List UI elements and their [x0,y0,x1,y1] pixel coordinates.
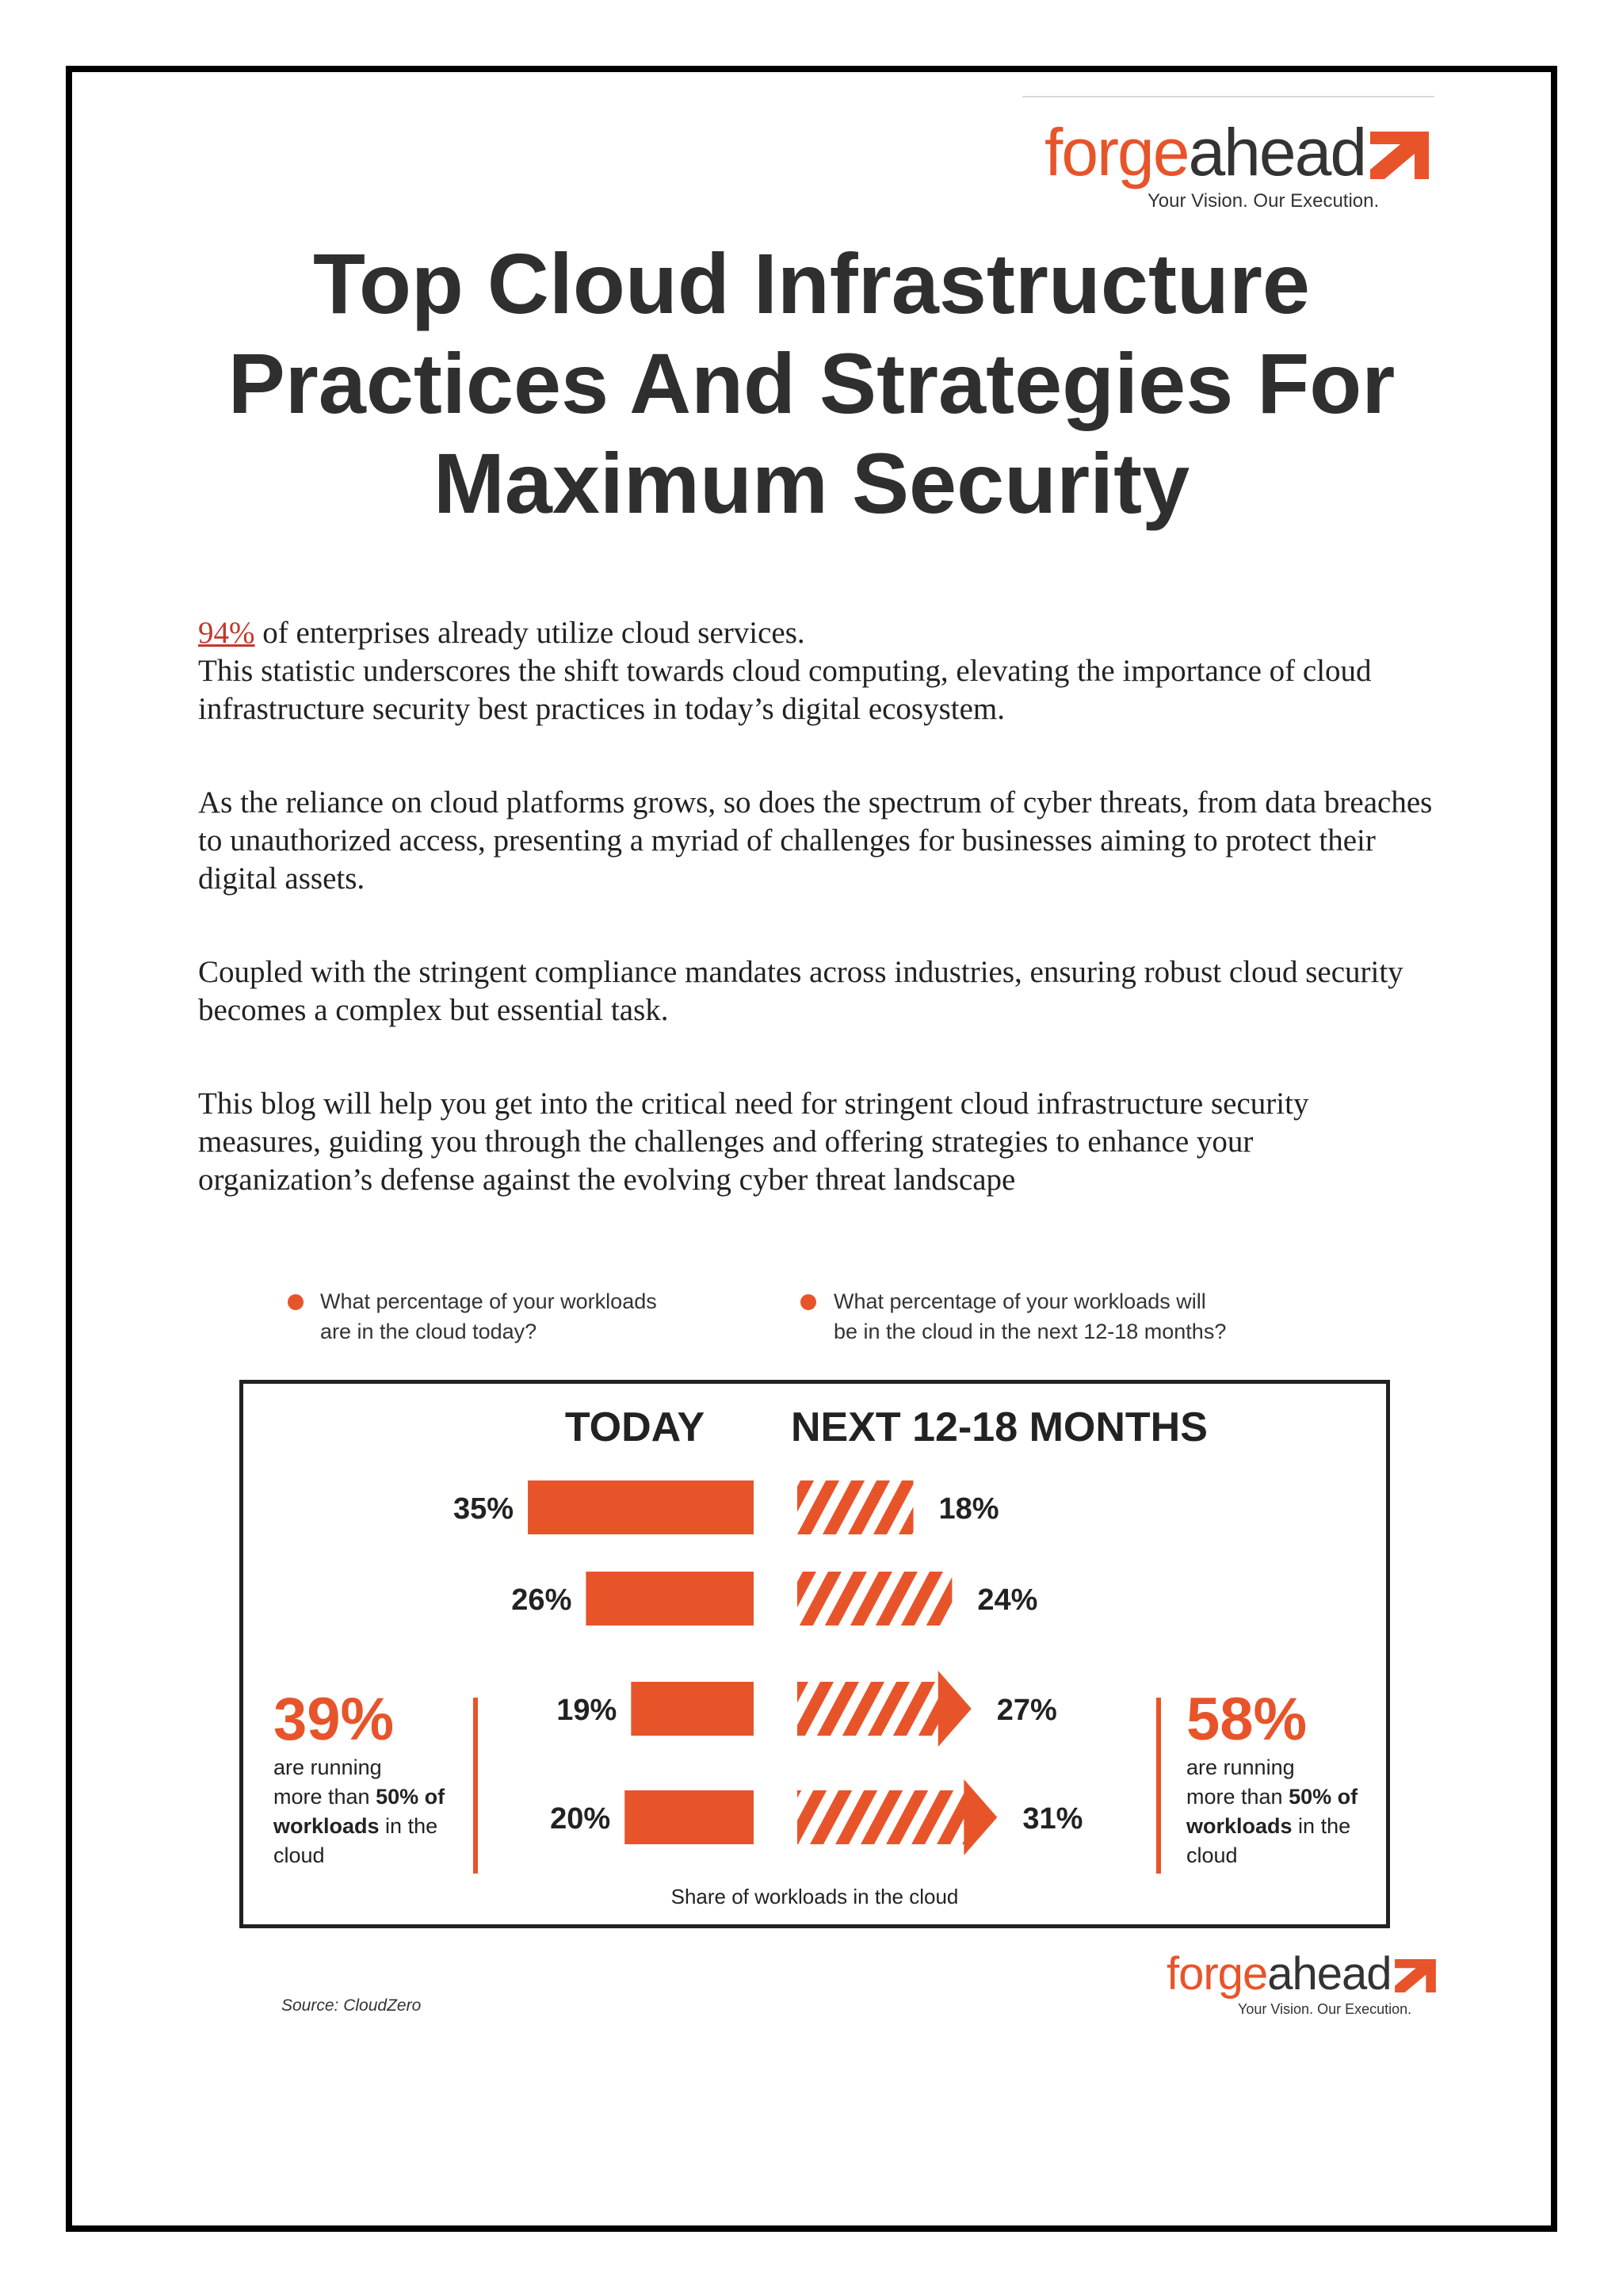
bar-today-value-label: 20% [550,1802,611,1836]
bar-next-value-label: 18% [938,1492,999,1526]
body-paragraph: This blog will help you get into the critical need for stringent cloud infrastructure security measures, guiding you through the challenges and offering strategies to enhance your organization’s defense against the evolving cyber threat landscape [198,1087,1309,1197]
intro-paragraph [198,614,1434,728]
bar-today-value-label: 35% [453,1492,514,1526]
stat-source-link[interactable]: 94% [198,616,255,650]
bar-today [528,1480,754,1534]
stat-future-description: are running more than 50% of workloads in the cloud [1186,1755,1358,1867]
title-line: Practices And Strategies For [227,335,1396,431]
bar-next-value-label: 24% [977,1584,1038,1617]
title-line: Maximum Security [433,435,1190,531]
bar-next-value-label: 27% [996,1694,1057,1727]
left-accent-bar [473,1698,478,1874]
bar-next [797,1682,940,1736]
title-line: Top Cloud Infrastructure [313,235,1310,331]
stat-future-value: 58% [1186,1686,1308,1753]
logo-arrow-icon [1370,132,1429,179]
logo-wordmark: forgeahead [1044,115,1366,189]
bullet-dot-icon [800,1294,816,1310]
logo-arrow-icon [1395,1959,1436,1992]
intro-line1: of enterprises already utilize cloud services. [254,616,805,650]
body-paragraph: As the reliance on cloud platforms grows, so does the spectrum of cyber threats, from data breaches to unauthorized access, presenting a myriad of challenges for businesses aiming to protect their digital assets. [198,785,1433,896]
stat-today-description: are running more than 50% of workloads in the cloud [273,1755,445,1867]
brand-logo-bottom[interactable] [1167,1948,1436,2000]
bar-next-arrowhead-icon [964,1779,997,1855]
bar-next [797,1572,952,1626]
bar-today [586,1572,754,1626]
page-title [158,234,1465,533]
series-header-today: TODAY [564,1404,705,1450]
bar-next [797,1480,914,1534]
right-accent-bar [1156,1698,1161,1874]
bar-today-value-label: 19% [556,1694,617,1727]
bar-next [797,1790,965,1844]
brand-tagline: Your Vision. Our Execution. [1238,2001,1412,2017]
series-header-next: NEXT 12-18 MONTHS [791,1404,1208,1450]
brand-tagline: Your Vision. Our Execution. [1148,190,1380,212]
question-future: What percentage of your workloads will be in the cloud in the next 12-18 months? [834,1289,1227,1343]
bar-today [631,1682,754,1736]
chart-source: Source: CloudZero [281,1996,422,2015]
question-today: What percentage of your workloads are in the cloud today? [320,1289,657,1343]
x-axis-label: Share of workloads in the cloud [670,1885,959,1908]
bar-today-value-label: 26% [511,1584,572,1617]
body-paragraph: Coupled with the stringent compliance mandates across industries, ensuring robust cloud security becomes a complex but essential task. [198,955,1403,1027]
stat-today-value: 39% [273,1686,395,1753]
header-rule [1022,96,1434,97]
bar-next-value-label: 31% [1022,1802,1083,1836]
bar-today [624,1790,754,1844]
logo-wordmark: forgeahead [1167,1948,1392,2000]
article-body [198,614,1434,1255]
intro-line2: This statistic underscores the shift towards cloud computing, elevating the importance of cloud infrastructure security best practices in today’s digital ecosystem. [198,654,1372,726]
bullet-dot-icon [288,1294,304,1310]
bar-next-arrowhead-icon [938,1671,972,1747]
brand-logo-top[interactable] [1044,115,1429,189]
